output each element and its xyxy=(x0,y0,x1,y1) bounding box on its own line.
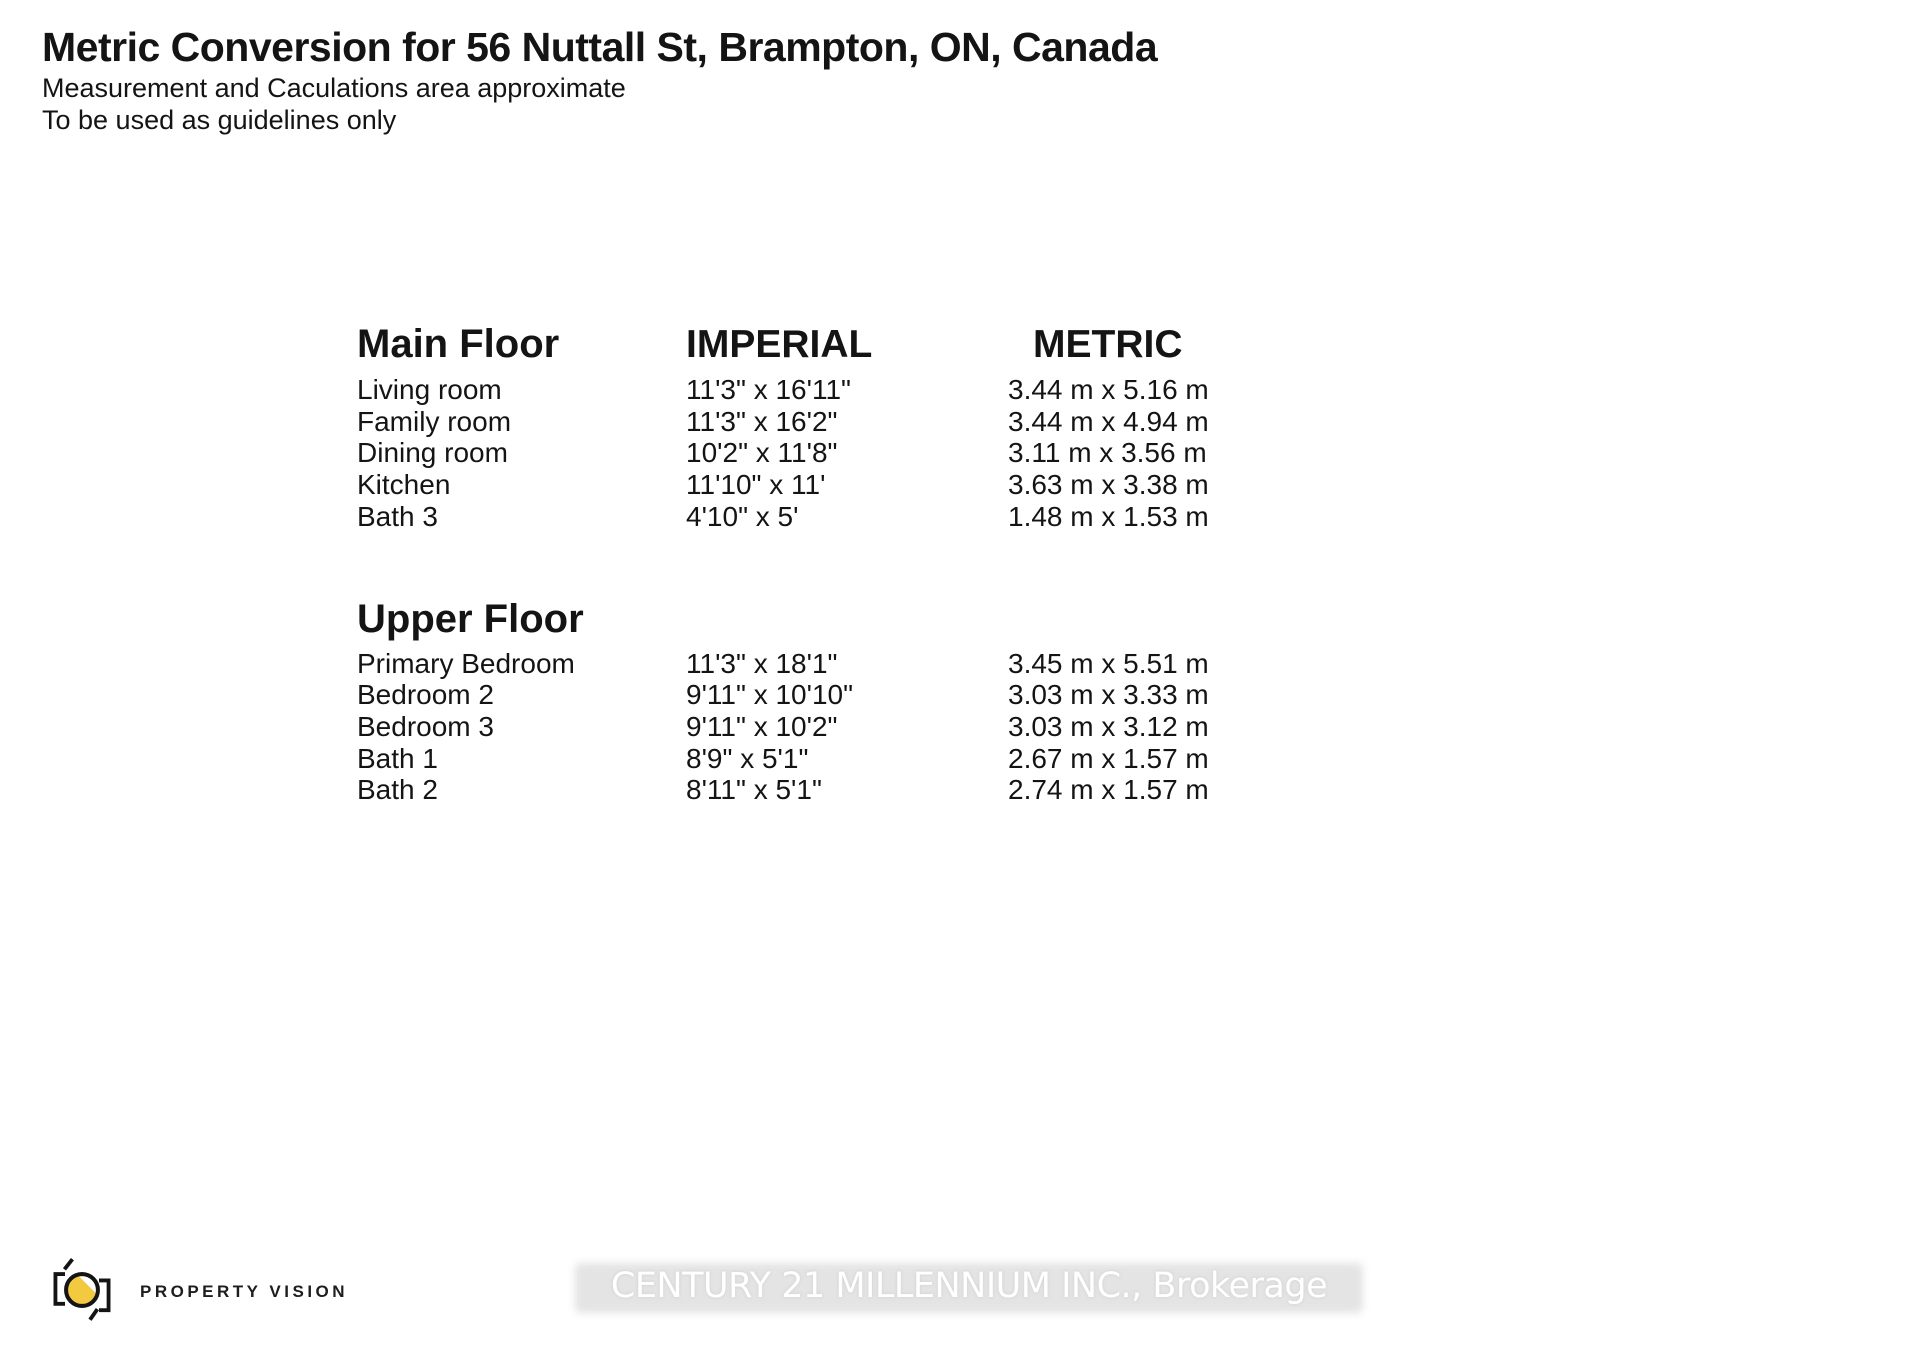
room-name: Bath 3 xyxy=(357,500,438,532)
table-row xyxy=(357,743,1417,775)
conversion-table xyxy=(357,324,1417,806)
imperial-value: 11'3" x 18'1" xyxy=(686,647,838,679)
imperial-value: 8'11" x 5'1" xyxy=(686,774,822,806)
column-header-imperial: IMPERIAL xyxy=(686,323,873,366)
disclaimer-line-2: To be used as guidelines only xyxy=(42,104,397,135)
metric-value: 1.48 m x 1.53 m xyxy=(1008,500,1209,532)
room-name: Bath 2 xyxy=(357,774,438,806)
room-name: Bath 1 xyxy=(357,742,438,774)
table-row xyxy=(357,679,1417,711)
metric-value: 3.45 m x 5.51 m xyxy=(1008,647,1209,679)
table-row xyxy=(357,437,1417,469)
section-title: Main Floor xyxy=(357,322,560,366)
imperial-value: 9'11" x 10'2" xyxy=(686,710,838,742)
table-row xyxy=(357,469,1417,501)
room-name: Bedroom 3 xyxy=(357,710,494,742)
metric-value: 3.11 m x 3.56 m xyxy=(1008,437,1207,469)
page-title: Metric Conversion for 56 Nuttall St, Brampton, ON, Canada xyxy=(42,24,1158,70)
metric-value: 3.44 m x 4.94 m xyxy=(1008,405,1209,437)
table-row xyxy=(357,406,1417,438)
section-upper-floor xyxy=(357,596,1417,807)
brokerage-watermark xyxy=(575,1263,1363,1313)
room-name: Dining room xyxy=(357,437,508,469)
imperial-value: 11'3" x 16'11" xyxy=(686,374,851,405)
room-name: Bedroom 2 xyxy=(357,679,494,711)
imperial-value: 4'10" x 5' xyxy=(686,500,799,532)
imperial-value: 8'9" x 5'1" xyxy=(686,742,809,774)
imperial-value: 11'10" x 11' xyxy=(686,469,826,501)
table-row xyxy=(357,374,1417,406)
metric-value: 2.67 m x 1.57 m xyxy=(1008,742,1209,774)
section-header-main-floor xyxy=(357,324,1417,365)
table-row xyxy=(357,774,1417,806)
logo-wordmark: PROPERTY VISION xyxy=(140,1282,349,1301)
column-header-metric: METRIC xyxy=(1033,323,1183,366)
metric-value: 3.03 m x 3.33 m xyxy=(1008,679,1209,711)
section-header-upper-floor xyxy=(357,596,1417,641)
section-main-floor xyxy=(357,324,1417,533)
disclaimer-line-1: Measurement and Caculations area approximate xyxy=(42,73,626,103)
table-row xyxy=(357,648,1417,680)
metric-value: 3.63 m x 3.38 m xyxy=(1008,469,1209,501)
imperial-value: 11'3" x 16'2" xyxy=(686,405,838,437)
room-name: Primary Bedroom xyxy=(357,647,575,679)
room-name: Kitchen xyxy=(357,469,451,501)
camera-lens-icon xyxy=(50,1256,114,1324)
section-title: Upper Floor xyxy=(357,596,584,641)
property-vision-logo xyxy=(50,1256,348,1324)
metric-value: 3.03 m x 3.12 m xyxy=(1008,710,1209,742)
imperial-value: 10'2" x 11'8" xyxy=(686,437,838,469)
table-row xyxy=(357,501,1417,533)
metric-value: 3.44 m x 5.16 m xyxy=(1008,374,1209,405)
imperial-value: 9'11" x 10'10" xyxy=(686,679,854,711)
disclaimer xyxy=(42,73,626,136)
room-name: Living room xyxy=(357,374,502,405)
room-name: Family room xyxy=(357,405,512,437)
metric-value: 2.74 m x 1.57 m xyxy=(1008,774,1209,806)
watermark-text: CENTURY 21 MILLENNIUM INC., Brokerage xyxy=(610,1266,1328,1306)
table-row xyxy=(357,711,1417,743)
